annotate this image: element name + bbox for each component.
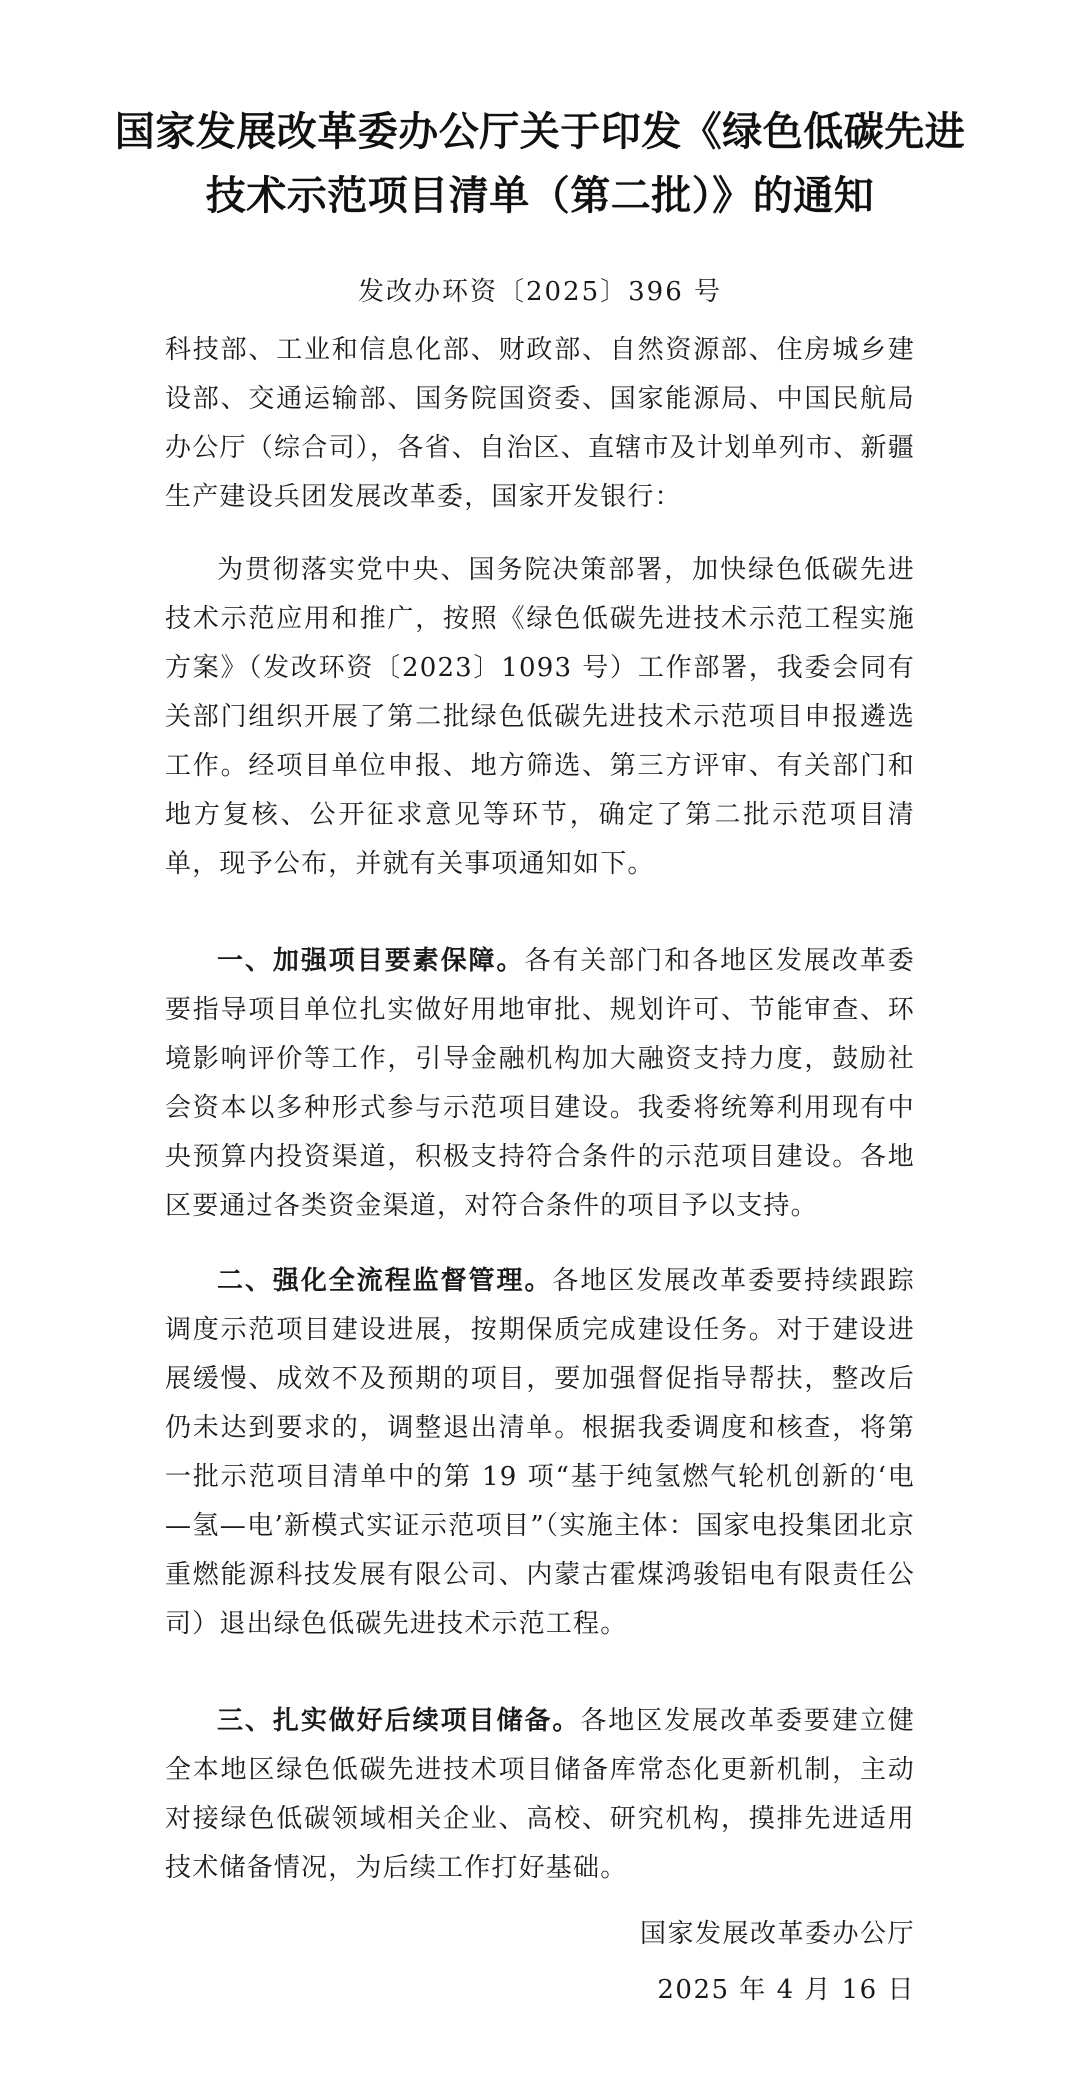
section3-heading: 三、扎实做好后续项目储备。 (217, 1706, 581, 1736)
section3-paragraph (165, 1697, 915, 1893)
section1-heading: 一、加强项目要素保障。 (217, 946, 525, 976)
intro-paragraph: 为贯彻落实党中央、国务院决策部署，加快绿色低碳先进技术示范应用和推广，按照《绿色低碳先进技术示范工程实施方案》（发改环资〔2023〕1093 号）工作部署，我委会同有关部门组织开展了第二批绿色低碳先进技术示范项目申报遴选工作。经项目单位申报、地方筛选、第三方评审、有关部门和地方复核、公开征求意见等环节，确定了第二批示范项目清单，现予公布，并就有关事项通知如下。 (165, 555, 915, 879)
section2-paragraph (165, 1257, 915, 1649)
signature-date: 2025 年 4 月 16 日 (657, 1975, 915, 2005)
signature-organization: 国家发展改革委办公厅 (639, 1919, 915, 1949)
section3-text: 各地区发展改革委要建立健全本地区绿色低碳先进技术项目储备库常态化更新机制，主动对接绿色低碳领域相关企业、高校、研究机构，摸排先进适用技术储备情况，为后续工作打好基础。 (165, 1706, 915, 1883)
document-title-line1: 国家发展改革委办公厅关于印发《绿色低碳先进 (114, 109, 966, 155)
section2-text: 各地区发展改革委要持续跟踪调度示范项目建设进展，按期保质完成建设任务。对于建设进展缓慢、成效不及预期的项目，要加强督促指导帮扶，整改后仍未达到要求的，调整退出清单。根据我委调度和核查，将第一批示范项目清单中的第 19 项“基于纯氢燃气轮机创新的‘电—氢—电’新模式实证示范项目”（实施主体：国家电投集团北京重燃能源科技发展有限公司、内蒙古霍煤鸿骏铝电有限责任公司）退出绿色低碳先进技术示范工程。 (165, 1266, 915, 1639)
addressee-paragraph: 科技部、工业和信息化部、财政部、自然资源部、住房城乡建设部、交通运输部、国务院国资委、国家能源局、中国民航局办公厅（综合司），各省、自治区、直辖市及计划单列市、新疆生产建设兵团发展改革委，国家开发银行： (165, 335, 915, 512)
section2-heading: 二、强化全流程监督管理。 (217, 1266, 553, 1296)
section1-paragraph (165, 937, 915, 1231)
document-number: 发改办环资〔2025〕396 号 (357, 277, 723, 307)
section1-text: 各有关部门和各地区发展改革委要指导项目单位扎实做好用地审批、规划许可、节能审查、环境影响评价等工作，引导金融机构加大融资支持力度，鼓励社会资本以多种形式参与示范项目建设。我委将统筹利用现有中央预算内投资渠道，积极支持符合条件的示范项目建设。各地区要通过各类资金渠道，对符合条件的项目予以支持。 (165, 946, 915, 1221)
document-title-line2: 技术示范项目清单（第二批）》的通知 (205, 173, 875, 219)
